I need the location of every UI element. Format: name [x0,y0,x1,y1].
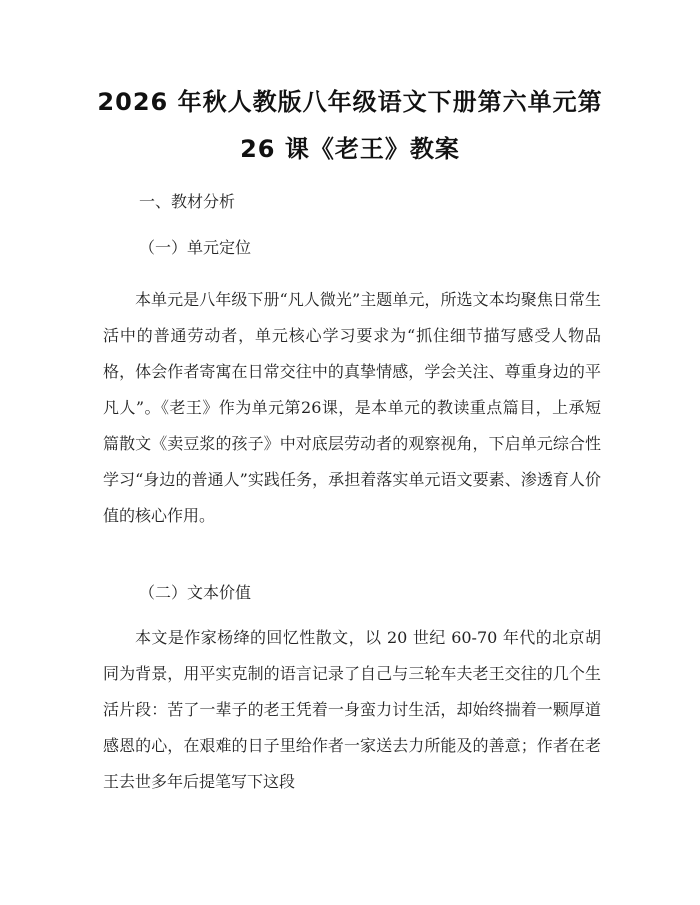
subsection-heading-text-value: （二）文本价值 [139,583,252,602]
section-heading-teaching-material-analysis: 一、教材分析 [139,192,236,211]
document-title-line-2: 26 课《老王》教案 [240,135,460,163]
document-title-line-1: 2026 年秋人教版八年级语文下册第六单元第 [97,88,603,116]
paragraph-unit-positioning: 本单元是八年级下册“凡人微光”主题单元，所选文本均聚焦日常生活中的普通劳动者，单元核心学习要求为“抓住细节描写感受人物品格，体会作者寄寓在日常交往中的真挚情感，学会关注、尊重身边的平凡人”。《老王》作为单元第26课，是本单元的教读重点篇目，上承短篇散文《卖豆浆的孩子》中对底层劳动者的观察视角，下启单元综合性学习“身边的普通人”实践任务，承担着落实单元语文要素、渗透育人价值的核心作用。 [103,290,601,525]
paragraph-text-value: 本文是作家杨绛的回忆性散文，以 20 世纪 60-70 年代的北京胡同为背景，用平实克制的语言记录了自己与三轮车夫老王交往的几个生活片段：苦了一辈子的老王凭着一身蛮力讨生活，却始终揣着一颗厚道感恩的心，在艰难的日子里给作者一家送去力所能及的善意；作者在老王去世多年后提笔写下这段 [103,628,601,791]
subsection-heading-unit-positioning: （一）单元定位 [139,238,252,257]
